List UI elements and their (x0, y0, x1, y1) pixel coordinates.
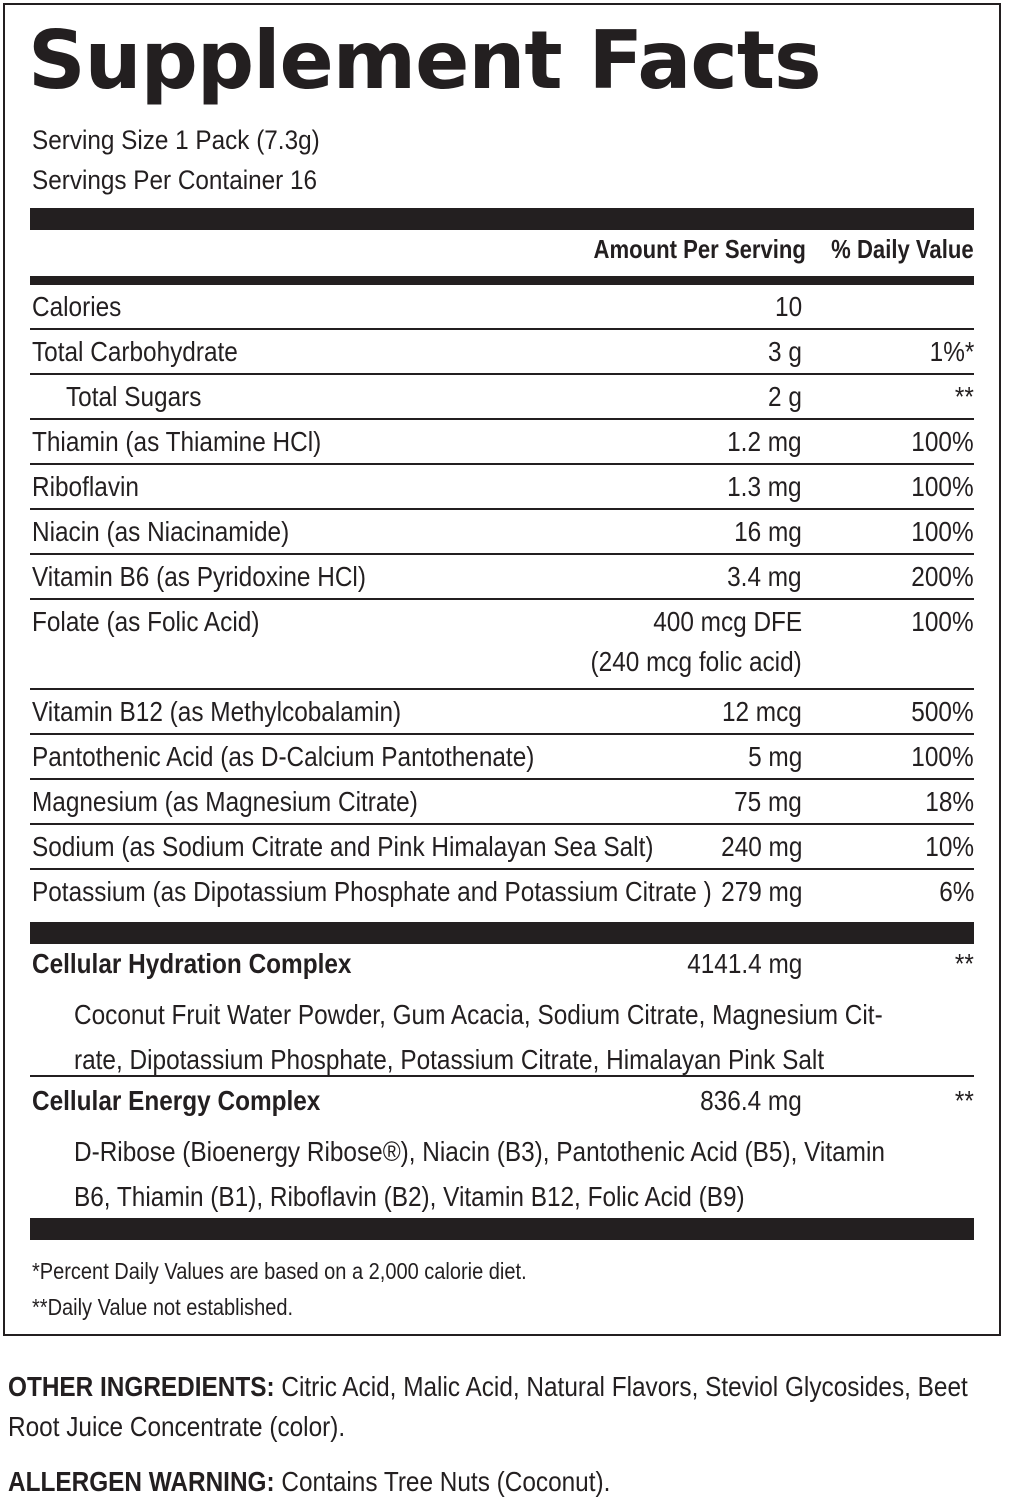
nutrient-row (30, 780, 974, 825)
nutrient-row (30, 510, 974, 555)
nutrient-daily-value: 100% (911, 741, 974, 772)
nutrient-row (30, 375, 974, 420)
nutrient-daily-value: 100% (911, 606, 974, 637)
nutrient-amount: 16 mg (734, 516, 802, 547)
complex-name: Cellular Energy Complex (32, 1085, 321, 1116)
proprietary-complex (30, 1079, 974, 1214)
nutrient-amount: 10 (774, 291, 802, 322)
other-ingredients-text: Citric Acid, Malic Acid, Natural Flavors, Steviol Glycosides, Beet Root Juice Concentrate (color). (8, 1371, 968, 1442)
complex-amount: 836.4 mg (700, 1085, 802, 1116)
nutrient-amount: 5 mg (747, 741, 802, 772)
nutrient-row (30, 870, 974, 915)
nutrient-name: Thiamin (as Thiamine HCl) (32, 426, 322, 457)
nutrient-daily-value: 100% (911, 516, 974, 547)
nutrient-name: Pantothenic Acid (as D-Calcium Pantothenate) (32, 741, 535, 772)
nutrient-row (30, 735, 974, 780)
nutrient-name: Total Carbohydrate (32, 336, 238, 367)
allergen-warning-label: ALLERGEN WARNING: (8, 1466, 275, 1497)
complex-daily-value: ** (955, 1085, 974, 1116)
allergen-warning-text: Contains Tree Nuts (Coconut). (274, 1466, 611, 1497)
nutrient-name: Vitamin B12 (as Methylcobalamin) (32, 696, 402, 727)
thick-divider (30, 922, 974, 944)
nutrient-daily-value: 10% (925, 831, 974, 862)
nutrient-amount: 12 mcg (722, 696, 802, 727)
nutrient-name: Niacin (as Niacinamide) (32, 516, 290, 547)
footnote-not-established: **Daily Value not established. (32, 1294, 294, 1320)
amount-per-serving-header: Amount Per Serving (593, 234, 806, 264)
complex-ingredients-line: rate, Dipotassium Phosphate, Potassium Citrate, Himalayan Pink Salt (74, 1044, 825, 1075)
nutrient-amount: 1.3 mg (727, 471, 802, 502)
nutrient-daily-value: 500% (911, 696, 974, 727)
complex-ingredients-line: D-Ribose (Bioenergy Ribose®), Niacin (B3), Pantothenic Acid (B5), Vitamin (74, 1136, 885, 1167)
nutrient-name: Potassium (as Dipotassium Phosphate and Potassium Citrate ) (32, 876, 712, 907)
complex-name: Cellular Hydration Complex (32, 948, 352, 979)
nutrient-row (30, 285, 974, 330)
nutrient-daily-value: 6% (938, 876, 974, 907)
nutrient-daily-value: 100% (911, 471, 974, 502)
nutrient-name: Riboflavin (32, 471, 139, 502)
nutrient-name: Total Sugars (66, 381, 202, 412)
nutrient-amount: 3 g (768, 336, 802, 367)
complex-daily-value: ** (955, 948, 974, 979)
nutrient-name: Folate (as Folic Acid) (32, 606, 260, 637)
nutrient-amount: 1.2 mg (727, 426, 802, 457)
other-ingredients-label: OTHER INGREDIENTS: (8, 1371, 275, 1402)
complex-ingredients (74, 1129, 944, 1219)
nutrient-amount: 3.4 mg (727, 561, 802, 592)
nutrient-amount: 400 mcg DFE (653, 606, 802, 637)
nutrient-name: Sodium (as Sodium Citrate and Pink Himalayan Sea Salt) (32, 831, 654, 862)
nutrient-amount-detail: (240 mcg folic acid) (590, 646, 802, 677)
nutrient-row (30, 420, 974, 465)
medium-divider (30, 276, 974, 285)
nutrient-daily-value: 100% (911, 426, 974, 457)
serving-size: Serving Size 1 Pack (7.3g) (32, 125, 320, 155)
nutrient-daily-value: ** (955, 381, 974, 412)
nutrient-row (30, 555, 974, 600)
nutrient-row (30, 690, 974, 735)
panel-title: Supplement Facts (28, 14, 821, 107)
footnote-daily-value: *Percent Daily Values are based on a 2,000 calorie diet. (32, 1258, 527, 1284)
allergen-warning (8, 1462, 1000, 1502)
complex-amount: 4141.4 mg (686, 948, 802, 979)
nutrient-name: Calories (32, 291, 122, 322)
nutrient-row (30, 330, 974, 375)
complex-ingredients-line: Coconut Fruit Water Powder, Gum Acacia, Sodium Citrate, Magnesium Cit- (74, 999, 883, 1030)
nutrient-row (30, 465, 974, 510)
nutrient-row (30, 600, 974, 690)
nutrient-amount: 2 g (768, 381, 802, 412)
thick-divider (30, 1218, 974, 1240)
nutrient-amount: 279 mg (720, 876, 802, 907)
nutrient-daily-value: 18% (925, 786, 974, 817)
nutrient-amount: 240 mg (720, 831, 802, 862)
daily-value-header: % Daily Value (831, 234, 974, 264)
nutrient-row (30, 825, 974, 870)
nutrient-name: Vitamin B6 (as Pyridoxine HCl) (32, 561, 366, 592)
nutrient-amount: 75 mg (734, 786, 802, 817)
servings-per-container: Servings Per Container 16 (32, 165, 318, 195)
complex-ingredients-line: B6, Thiamin (B1), Riboflavin (B2), Vitamin B12, Folic Acid (B9) (74, 1181, 745, 1212)
nutrient-daily-value: 200% (911, 561, 974, 592)
other-ingredients (8, 1367, 1000, 1447)
nutrient-daily-value: 1%* (929, 336, 974, 367)
thick-divider (30, 208, 974, 230)
proprietary-complex (30, 942, 974, 1077)
nutrient-name: Magnesium (as Magnesium Citrate) (32, 786, 418, 817)
complex-ingredients (74, 992, 944, 1082)
